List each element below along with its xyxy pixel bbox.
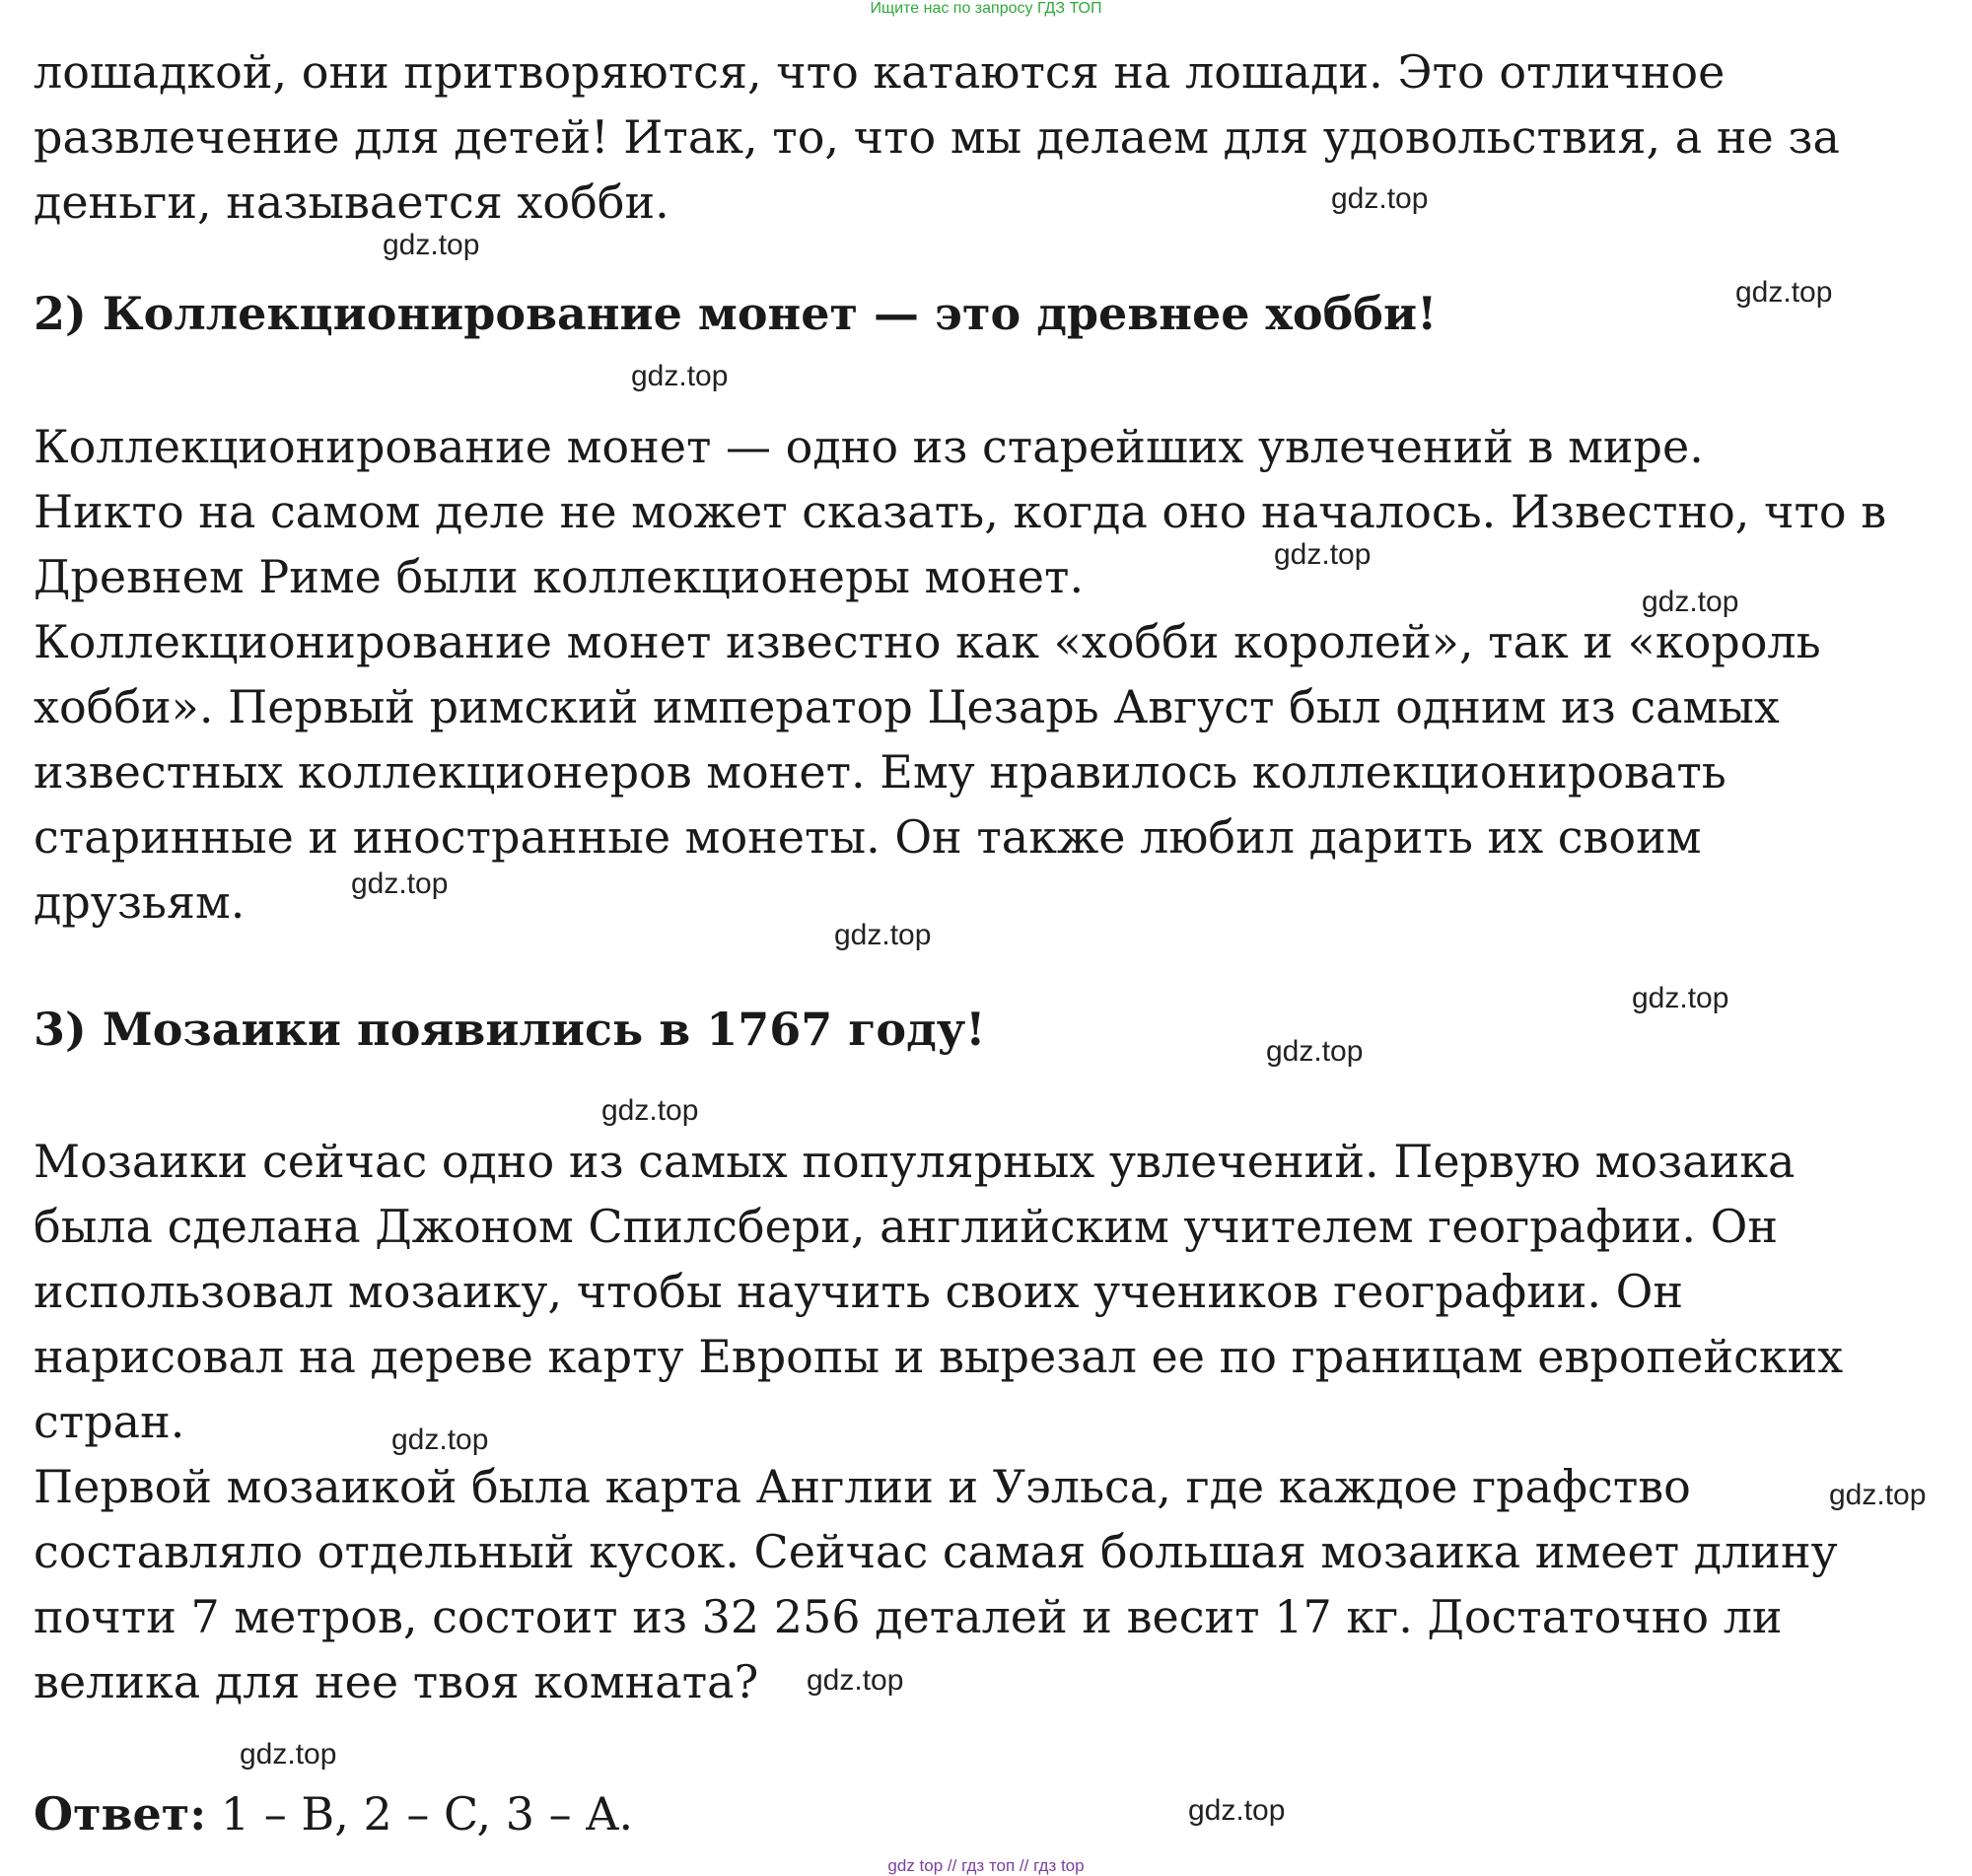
section2-line-1: Коллекционирование монет — одно из старейших увлечений в мире. [34, 420, 1704, 473]
watermark: gdz.top [383, 229, 480, 261]
intro-line-2: развлечение для детей! Итак, то, что мы делаем для удовольствия, а не за [34, 110, 1840, 164]
section2-line-3: Древнем Риме были коллекционеры монет. [34, 550, 1085, 603]
watermark: gdz.top [1829, 1479, 1927, 1511]
answer-label: Ответ: [34, 1787, 207, 1841]
answer-text: 1 – B, 2 – C, 3 – A. [206, 1787, 634, 1841]
section2-line-4: Коллекционирование монет известно как «хобби королей», так и «король [34, 615, 1821, 668]
section3-line-5: стран. [34, 1395, 185, 1448]
watermark: gdz.top [631, 360, 729, 392]
watermark: gdz.top [1735, 276, 1833, 309]
intro-line-1: лошадкой, они притворяются, что катаются на лошади. Это отличное [34, 45, 1726, 99]
section3-line-2: была сделана Джоном Спилсбери, английским учителем географии. Он [34, 1200, 1779, 1253]
watermark: gdz.top [1642, 586, 1739, 618]
watermark: gdz.top [601, 1094, 699, 1127]
watermark: gdz.top [351, 868, 449, 900]
section3-heading: 3) Мозаики появились в 1767 году! [34, 1003, 986, 1056]
watermark: gdz.top [1632, 982, 1729, 1014]
section3-line-8: почти 7 метров, состоит из 32 256 деталей и весит 17 кг. Достаточно ли [34, 1590, 1783, 1643]
bottom-banner: gdz top // гдз топ // гдз top [887, 1856, 1085, 1875]
section3-line-7: составляло отдельный кусок. Сейчас самая большая мозаика имеет длину [34, 1525, 1838, 1578]
section3-line-1: Мозаики сейчас одно из самых популярных увлечений. Первую мозаика [34, 1135, 1796, 1188]
watermark: gdz.top [807, 1664, 904, 1697]
intro-line-3: деньги, называется хобби. [34, 175, 669, 229]
section2-line-8: друзьям. [34, 875, 246, 929]
watermark: gdz.top [240, 1738, 337, 1771]
answer-line [34, 1787, 634, 1841]
section3-line-6: Первой мозаикой была карта Англии и Уэльса, где каждое графство [34, 1460, 1691, 1513]
section2-heading: 2) Коллекционирование монет — это древнее хобби! [34, 287, 1438, 340]
section3-line-4: нарисовал на дереве карту Европы и вырезал ее по границам европейских [34, 1330, 1844, 1383]
section3-line-9: велика для нее твоя комната? [34, 1655, 759, 1708]
section3-line-3: использовал мозаику, чтобы научить своих учеников географии. Он [34, 1265, 1684, 1318]
top-banner: Ищите нас по запросу ГДЗ ТОП [870, 0, 1102, 17]
watermark: gdz.top [1331, 182, 1429, 215]
watermark: gdz.top [1266, 1035, 1364, 1068]
watermark: gdz.top [391, 1424, 489, 1456]
watermark: gdz.top [1188, 1794, 1286, 1827]
section2-line-2: Никто на самом деле не может сказать, когда оно началось. Известно, что в [34, 485, 1887, 538]
watermark: gdz.top [834, 919, 932, 951]
section2-line-5: хобби». Первый римский император Цезарь Август был одним из самых [34, 680, 1780, 733]
section2-line-6: известных коллекционеров монет. Ему нравилось коллекционировать [34, 745, 1726, 799]
watermark: gdz.top [1274, 538, 1372, 571]
section2-line-7: старинные и иностранные монеты. Он также любил дарить их своим [34, 810, 1702, 864]
